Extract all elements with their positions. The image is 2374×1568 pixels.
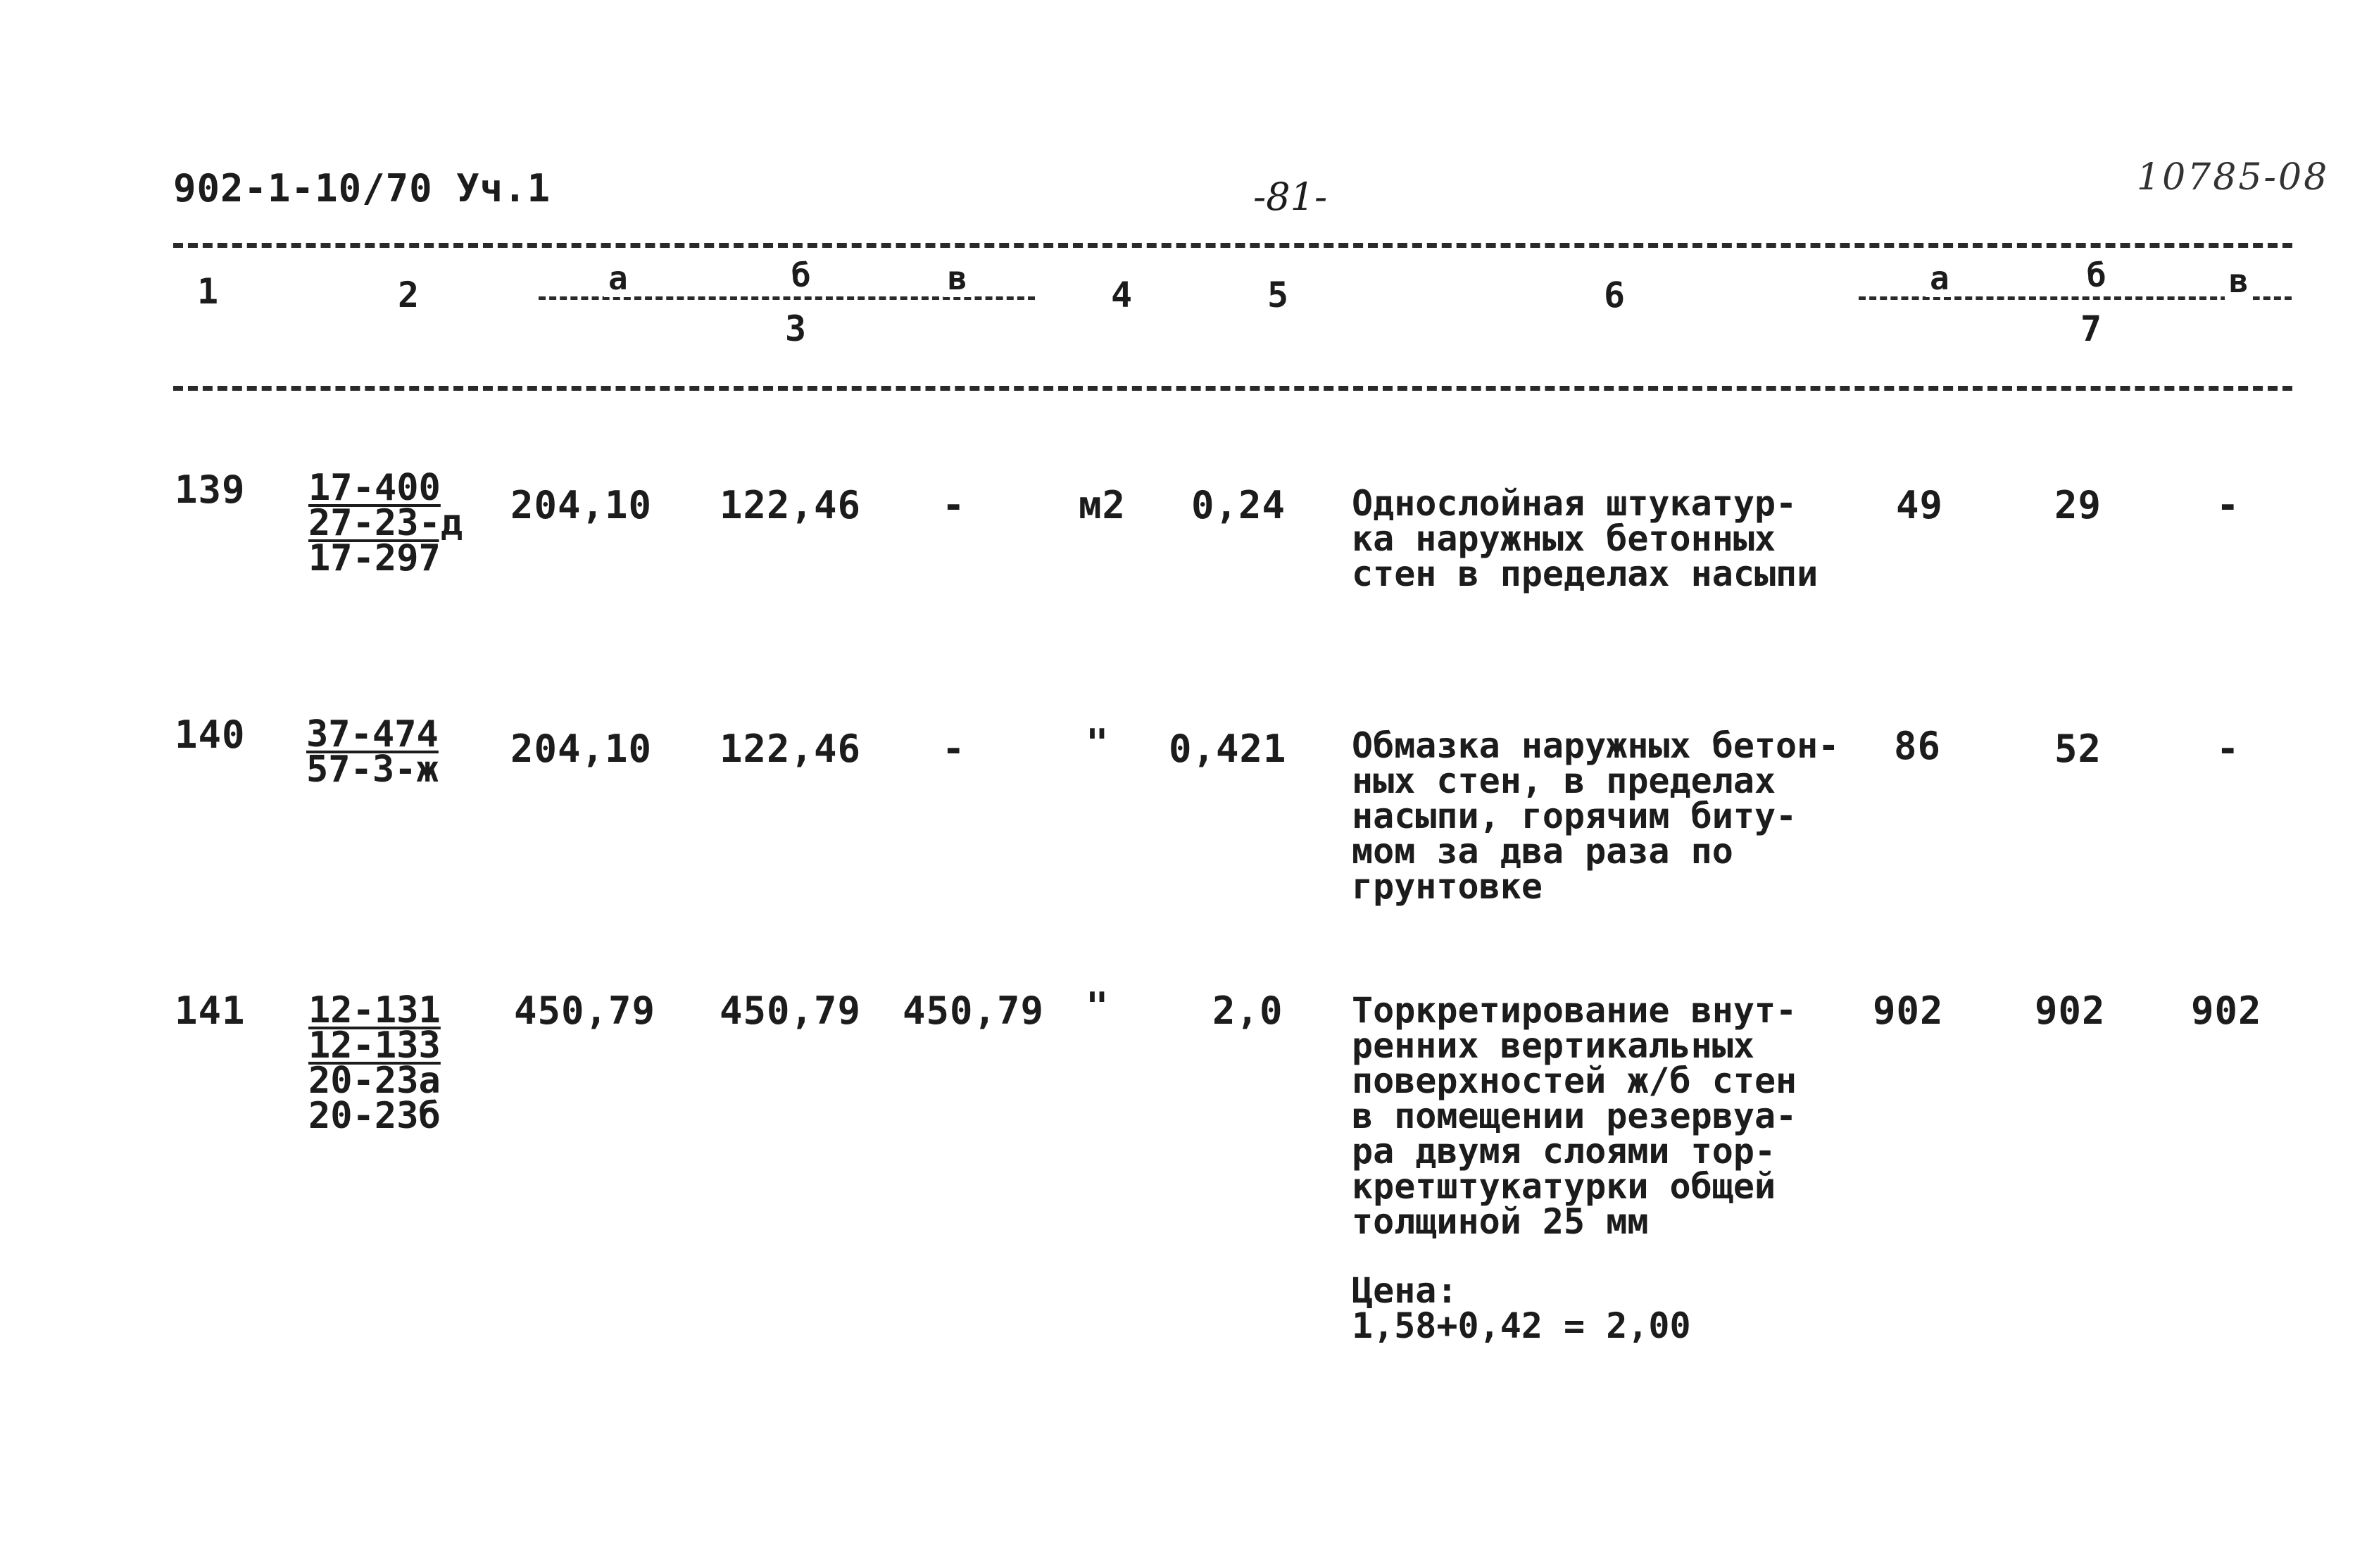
table-header-rule: [173, 386, 2292, 391]
description-line: мом за два раза по: [1352, 831, 1733, 872]
description-line: ных стен, в пределах: [1352, 760, 1776, 801]
norm-codes: [306, 713, 439, 791]
unit: ": [1086, 721, 1110, 765]
quantity: 0,421: [1169, 727, 1287, 771]
cost-v: -: [942, 483, 965, 527]
column-3-number: 3: [785, 308, 807, 349]
work-description: [1352, 483, 1873, 594]
cost-b: 122,46: [720, 483, 862, 527]
description-line: Однослойная штукатур-: [1352, 483, 1797, 524]
column-3v-label: в: [943, 259, 972, 297]
description-line: Торкретирование внут-: [1352, 990, 1797, 1031]
norm-code: 37-474: [306, 713, 439, 755]
total-b: 52: [2054, 727, 2102, 771]
column-7-number: 7: [2080, 308, 2102, 349]
norm-code: 12-131: [308, 989, 441, 1031]
column-4-number: 4: [1111, 275, 1133, 315]
total-a: 86: [1894, 724, 1942, 768]
column-6-number: 6: [1604, 275, 1626, 315]
price-note: [1352, 1270, 1873, 1346]
norm-codes: [308, 467, 463, 579]
quantity: 2,0: [1212, 989, 1283, 1033]
row-number: 139: [175, 468, 246, 512]
column-5-number: 5: [1267, 275, 1289, 315]
work-description: [1352, 990, 1873, 1242]
norm-codes: [308, 989, 441, 1137]
cost-b: 122,46: [720, 727, 862, 771]
description-line: ка наружных бетонных: [1352, 518, 1776, 559]
table-top-rule: [173, 243, 2292, 248]
norm-code: 20-23б: [308, 1095, 441, 1137]
column-3b-label: б: [787, 256, 815, 294]
price-label: Цена:: [1352, 1270, 1458, 1311]
description-line: Обмазка наружных бетон-: [1352, 725, 1840, 766]
page-number: -81-: [1253, 175, 1328, 219]
description-line: в помещении резервуа-: [1352, 1096, 1797, 1136]
column-2-number: 2: [398, 275, 420, 315]
column-7a-label: а: [1926, 259, 1954, 297]
description-line: ра двумя слоями тор-: [1352, 1131, 1776, 1172]
total-v: -: [2216, 727, 2240, 771]
description-line: кретштукатурки общей: [1352, 1166, 1776, 1207]
description-line: грунтовке: [1352, 866, 1543, 907]
total-v: 902: [2191, 989, 2262, 1033]
norm-code: 20-23а: [308, 1060, 441, 1102]
quantity: 0,24: [1191, 483, 1286, 527]
cost-b: 450,79: [720, 989, 862, 1033]
column-3a-label: а: [604, 259, 632, 297]
unit: м2: [1079, 483, 1126, 527]
cost-a: 204,10: [510, 483, 653, 527]
unit: ": [1086, 984, 1110, 1029]
description-line: ренних вертикальных: [1352, 1025, 1754, 1066]
cost-v: -: [942, 727, 965, 771]
column-7v-label: в: [2225, 262, 2253, 300]
cost-a: 450,79: [514, 989, 656, 1033]
column-7b-label: б: [2083, 256, 2111, 294]
description-line: поверхностей ж/б стен: [1352, 1060, 1797, 1101]
norm-code: 17-297: [308, 537, 441, 579]
work-description: [1352, 725, 1873, 907]
total-b: 902: [2035, 989, 2106, 1033]
price-formula: 1,58+0,42 = 2,00: [1352, 1305, 1691, 1346]
total-b: 29: [2054, 483, 2102, 527]
description-line: насыпи, горячим биту-: [1352, 796, 1797, 836]
column-1-number: 1: [197, 271, 219, 312]
total-v: -: [2216, 483, 2240, 527]
norm-code: 27-23-д: [308, 502, 463, 544]
description-line: толщиной 25 мм: [1352, 1201, 1649, 1242]
total-a: 902: [1873, 989, 1944, 1033]
archive-number: 10785-08: [2137, 156, 2330, 199]
cost-v: 450,79: [903, 989, 1045, 1033]
cost-a: 204,10: [510, 727, 653, 771]
row-number: 141: [175, 989, 246, 1033]
norm-code: 17-400: [308, 467, 441, 509]
document-code: 902-1-10/70 Уч.1: [173, 166, 551, 211]
description-line: стен в пределах насыпи: [1352, 553, 1819, 594]
norm-code: 12-133: [308, 1024, 441, 1067]
row-number: 140: [175, 713, 246, 757]
norm-code: 57-3-ж: [306, 748, 439, 791]
total-a: 49: [1896, 483, 1944, 527]
